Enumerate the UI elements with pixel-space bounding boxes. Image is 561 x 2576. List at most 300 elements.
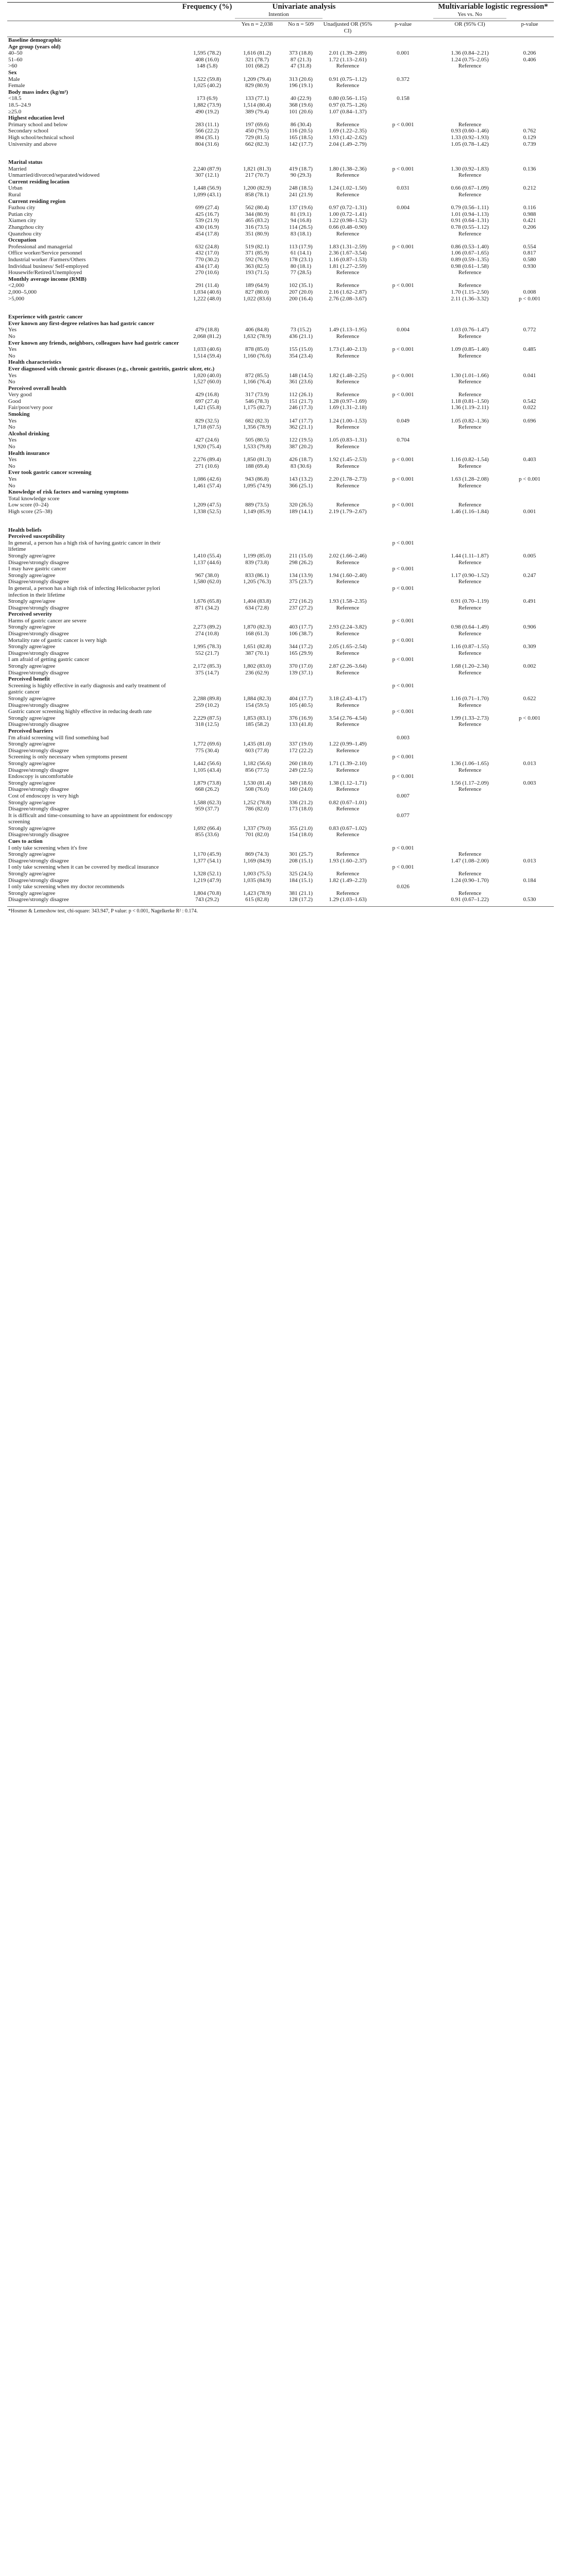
table-cell: 51–60 [8, 56, 23, 63]
table-cell: 2.16 (1.62–2.87) [329, 289, 367, 295]
table-cell: 2,068 (81.2) [193, 333, 222, 340]
table-cell: p < 0.001 [392, 502, 414, 509]
table-cell: 1.09 (0.85–1.40) [451, 346, 489, 353]
table-row [7, 663, 554, 670]
table-cell: Secondary school [8, 128, 48, 134]
table-cell: 101 (20.6) [289, 108, 313, 115]
variable-heading: Current residing region [8, 198, 66, 205]
table-cell: Reference [458, 379, 482, 385]
table-cell: 0.739 [523, 141, 536, 147]
table-cell: 634 (72.8) [245, 604, 269, 611]
table-cell: Reference [336, 890, 360, 896]
table-cell: 325 (24.5) [289, 871, 313, 877]
table-row [7, 353, 554, 360]
table-cell: 1.83 (1.31–2.59) [329, 243, 367, 250]
table-cell: 3.54 (2.76–4.54) [329, 715, 367, 721]
table-cell: 1,033 (40.6) [193, 346, 222, 353]
table-row [7, 509, 554, 515]
table-cell: 1,105 (43.4) [193, 767, 222, 773]
table-cell: 839 (73.8) [245, 559, 269, 566]
table-row [7, 128, 554, 134]
table-cell: 259 (10.2) [195, 702, 219, 708]
table-cell: 436 (21.1) [289, 333, 313, 340]
table-row [7, 192, 554, 198]
table-cell: 786 (82.0) [245, 806, 269, 812]
table-cell: 1,692 (66.4) [193, 825, 222, 832]
table-cell: 260 (18.0) [289, 760, 313, 767]
table-cell: In general, a person has a high risk of infecting Helicobacter pylori infection in their lifetime [8, 585, 161, 598]
table-cell: 804 (31.6) [195, 141, 219, 147]
table-row [7, 217, 554, 224]
table-cell: Disagree/strongly disagree [8, 896, 69, 903]
table-cell: 0.129 [523, 134, 536, 141]
table-row [7, 760, 554, 767]
table-cell: I only take screening when my doctor recommends [8, 884, 125, 890]
table-cell: 408 (16.0) [195, 56, 219, 63]
table-cell: p < 0.001 [392, 844, 414, 851]
table-cell: 200 (16.4) [289, 295, 313, 302]
table-cell: 189 (64.9) [245, 282, 269, 289]
table-row [7, 871, 554, 877]
subheader-intention: Intention [235, 11, 322, 19]
table-cell: p < 0.001 [392, 165, 414, 172]
table-cell: 354 (23.4) [289, 352, 313, 359]
table-cell: 454 (17.8) [195, 230, 219, 237]
table-row [7, 650, 554, 657]
table-cell: 0.79 (0.56–1.11) [451, 205, 489, 211]
table-row [7, 483, 554, 489]
table-cell: Reference [458, 559, 482, 566]
table-cell: 2.02 (1.66–2.46) [329, 552, 367, 559]
table-cell: Reference [336, 579, 360, 585]
table-cell: 2,276 (89.4) [193, 456, 222, 463]
table-cell: 1.92 (1.45–2.53) [329, 456, 367, 463]
table-cell: 1,170 (45.9) [193, 851, 222, 858]
table-row [7, 456, 554, 463]
table-cell: 317 (73.9) [245, 392, 269, 398]
table-cell: 208 (15.1) [289, 857, 313, 864]
table-cell: 373 (18.8) [289, 50, 313, 57]
table-cell: 426 (18.7) [289, 456, 313, 463]
table-row [7, 624, 554, 631]
header-multivariable: Multivariable logistic regression* [438, 3, 548, 11]
variable-heading: Ever took gastric cancer screening [8, 469, 92, 476]
table-cell: Reference [458, 392, 482, 398]
table-cell: 1.46 (1.16–1.84) [451, 508, 489, 515]
table-cell: 1,099 (43.1) [193, 192, 222, 198]
variable-heading: Ever known any first-degree relatives has had gastric cancer [8, 320, 155, 327]
table-cell: 248 (18.5) [289, 185, 313, 192]
variable-heading: Perceived barriers [8, 727, 53, 734]
table-cell: 363 (82.5) [245, 263, 269, 269]
table-cell: p < 0.001 [392, 864, 414, 871]
table-cell: 1.05 (0.78–1.42) [451, 141, 489, 147]
table-row [7, 858, 554, 865]
table-cell: 430 (16.9) [195, 224, 219, 231]
table-cell: Reference [458, 192, 482, 198]
table-cell: Disagree/strongly disagree [8, 786, 69, 793]
table-row [7, 437, 554, 444]
table-cell: 856 (77.5) [245, 767, 269, 773]
table-cell: 1.33 (0.92–1.93) [451, 134, 489, 141]
table-cell: 0.004 [397, 205, 410, 211]
table-footnote: *Hosmer & Lemeshow test, chi-square: 343.947, P value: p < 0.001, Nagelkerke R² : 0.174. [7, 906, 554, 914]
table-cell: 1,522 (59.8) [193, 76, 222, 82]
table-cell: 151 (21.7) [289, 398, 313, 404]
table-cell: 1.63 (1.28–2.08) [451, 476, 489, 482]
table-cell: Disagree/strongly disagree [8, 579, 69, 585]
table-cell: 0.98 (0.61–1.58) [451, 263, 489, 269]
table-cell: 116 (20.5) [289, 128, 313, 134]
table-cell: 1.28 (0.97–1.69) [329, 398, 367, 404]
table-cell: Putian city [8, 211, 33, 217]
table-row [7, 424, 554, 431]
table-cell: Disagree/strongly disagree [8, 650, 69, 656]
table-cell: 193 (71.5) [245, 269, 269, 276]
table-cell: 0.817 [523, 250, 536, 257]
table-cell: p < 0.001 [392, 121, 414, 128]
table-cell: In general, a person has a high risk of having gastric cancer in their lifetime [8, 539, 161, 553]
table-cell: 1,423 (78.9) [243, 890, 271, 896]
table-header [7, 2, 554, 11]
table-cell: Female [8, 82, 25, 89]
table-cell: Harms of gastric cancer are severe [8, 617, 87, 624]
table-cell: 1.36 (0.84–2.21) [451, 50, 489, 57]
table-cell: 154 (59.5) [245, 702, 269, 708]
table-cell: 662 (82.3) [245, 141, 269, 147]
table-subheader [7, 11, 554, 21]
table-cell: Disagree/strongly disagree [8, 877, 69, 884]
table-cell: 142 (17.7) [289, 141, 313, 147]
table-cell: 368 (19.6) [289, 101, 313, 108]
table-cell: 207 (20.0) [289, 289, 313, 295]
table-cell: 858 (78.1) [245, 192, 269, 198]
header-univariate: Univariate analysis [272, 3, 336, 11]
table-row [7, 250, 554, 257]
table-cell: 112 (26.1) [289, 392, 313, 398]
table-cell: 0.406 [523, 56, 536, 63]
section-spacer [7, 302, 554, 314]
table-cell: Strongly agree/agree [8, 598, 56, 605]
table-cell: Reference [458, 63, 482, 70]
table-cell: Fair/poor/very poor [8, 404, 53, 411]
table-cell: 0.97 (0.75–1.26) [329, 101, 367, 108]
table-cell: 1,514 (59.4) [193, 352, 222, 359]
table-cell: 855 (33.6) [195, 832, 219, 838]
table-cell: Endoscopy is uncomfortable [8, 773, 73, 780]
table-row [7, 57, 554, 63]
table-cell: 2,000–5,000 [8, 289, 37, 295]
table-cell: 0.077 [397, 812, 410, 819]
table-cell: Office worker/Service personnel [8, 250, 82, 257]
table-cell: Reference [458, 786, 482, 793]
table-cell: 2.19 (1.79–2.67) [329, 508, 367, 515]
table-cell: 697 (27.4) [195, 398, 219, 404]
variable-heading: Age group (years old) [8, 43, 61, 50]
variable-heading: Current residing location [8, 178, 70, 185]
table-cell: Yes [8, 456, 17, 463]
table-cell: Disagree/strongly disagree [8, 747, 69, 754]
table-cell: 1.72 (1.13–2.61) [329, 56, 367, 63]
table-cell: 1,020 (40.0) [193, 372, 222, 379]
table-cell: Reference [458, 871, 482, 877]
table-cell: 869 (74.3) [245, 851, 269, 858]
table-cell: 1.80 (1.38–2.36) [329, 165, 367, 172]
table-cell: Reference [336, 82, 360, 89]
table-cell: 122 (19.5) [289, 437, 313, 444]
table-cell: <2,000 [8, 282, 24, 289]
subheader-yesno: Yes vs. No [433, 11, 506, 19]
table-cell: I am afraid of getting gastric cancer [8, 656, 89, 663]
table-cell: 249 (22.5) [289, 767, 313, 773]
table-cell: 0.91 (0.64–1.31) [451, 217, 489, 224]
table-cell: Reference [336, 282, 360, 289]
table-cell: Cost of endoscopy is very high [8, 792, 79, 799]
table-cell: 185 (58.2) [245, 721, 269, 728]
table-cell: Reference [458, 121, 482, 128]
table-cell: Screening is highly effective in early diagnosis and early treatment of gastric cancer [8, 682, 166, 696]
table-cell: 0.66 (0.67–1.09) [451, 185, 489, 192]
table-cell: 0.403 [523, 456, 536, 463]
variable-heading: Cues to action [8, 838, 43, 845]
table-cell: Reference [458, 230, 482, 237]
table-cell: 427 (24.6) [195, 437, 219, 444]
table-cell: 419 (18.7) [289, 165, 313, 172]
table-row [7, 76, 554, 83]
table-cell: 0.003 [523, 779, 536, 786]
table-row [7, 50, 554, 57]
table-cell: Strongly agree/agree [8, 871, 56, 877]
table-cell: 0.002 [523, 663, 536, 670]
table-cell: Disagree/strongly disagree [8, 669, 69, 676]
table-cell: 1,804 (70.8) [193, 890, 222, 896]
table-cell: 1.93 (1.60–2.37) [329, 857, 367, 864]
table-cell: Reference [336, 702, 360, 708]
table-cell: 0.206 [523, 224, 536, 231]
table-cell: p < 0.001 [392, 682, 414, 689]
variable-heading: Smoking [8, 411, 30, 418]
table-cell: 1,870 (82.3) [243, 624, 271, 631]
table-row [7, 404, 554, 411]
table-cell: 86 (30.4) [290, 121, 312, 128]
table-row [7, 282, 554, 289]
table-cell: 1,533 (79.8) [243, 444, 271, 450]
table-cell: 2.76 (2.08–3.67) [329, 295, 367, 302]
table-cell: 1.68 (1.20–2.34) [451, 663, 489, 670]
table-row [7, 735, 554, 741]
table-cell: 1,802 (83.0) [243, 663, 271, 670]
subheader-no: No n = 509 [288, 21, 314, 27]
table-cell: 1,821 (81.3) [243, 165, 271, 172]
table-cell: Strongly agree/agree [8, 825, 56, 832]
table-row [7, 877, 554, 884]
table-row [7, 166, 554, 173]
table-cell: 562 (80.4) [245, 205, 269, 211]
table-cell: Reference [458, 702, 482, 708]
table-cell: 1,884 (82.3) [243, 696, 271, 702]
table-cell: 0.003 [397, 734, 410, 741]
table-row [7, 211, 554, 218]
table-row [7, 780, 554, 787]
table-cell: Reference [336, 192, 360, 198]
table-cell: 40–50 [8, 50, 23, 57]
table-cell: Yes [8, 417, 17, 424]
table-cell: p < 0.001 [392, 754, 414, 760]
table-cell: 139 (37.1) [289, 669, 313, 676]
table-cell: Disagree/strongly disagree [8, 721, 69, 728]
table-cell: Strongly agree/agree [8, 663, 56, 670]
table-cell: High score (25–38) [8, 508, 53, 515]
table-cell: 0.930 [523, 263, 536, 269]
table-cell: Individual business/ Self-employed [8, 263, 89, 269]
table-cell: No [8, 424, 15, 431]
table-cell: 566 (22.2) [195, 128, 219, 134]
table-cell: 1,328 (52.1) [193, 871, 222, 877]
table-row [7, 631, 554, 637]
table-cell: 165 (29.9) [289, 650, 313, 656]
table-cell: I may have gastric cancer [8, 566, 66, 572]
table-cell: 1.07 (0.84–1.37) [329, 108, 367, 115]
table-cell: 1.05 (0.83–1.31) [329, 437, 367, 444]
table-cell: Reference [336, 786, 360, 793]
table-cell: Reference [336, 650, 360, 656]
table-cell: 0.66 (0.48–0.90) [329, 224, 367, 231]
table-cell: 1,882 (73.9) [193, 101, 222, 108]
table-cell: p < 0.001 [392, 566, 414, 572]
table-row [7, 605, 554, 612]
subheader-yes: Yes n = 2,038 [241, 21, 273, 27]
table-cell: 1.93 (1.58–2.35) [329, 598, 367, 605]
table-cell: 196 (19.1) [289, 82, 313, 89]
table-cell: Married [8, 165, 27, 172]
table-cell: Mortality rate of gastric cancer is very high [8, 637, 107, 643]
table-cell: Disagree/strongly disagree [8, 604, 69, 611]
table-cell: 2,229 (87.5) [193, 715, 222, 721]
table-cell: 729 (81.5) [245, 134, 269, 141]
table-cell: 1.81 (1.27–2.59) [329, 263, 367, 269]
table-cell: p < 0.001 [519, 715, 540, 721]
table-cell: No [8, 379, 15, 385]
table-cell: 1.18 (0.81–1.50) [451, 398, 489, 404]
table-cell: Reference [336, 767, 360, 773]
table-row [7, 392, 554, 398]
table-cell: 320 (26.5) [289, 502, 313, 509]
table-cell: 404 (17.7) [289, 696, 313, 702]
table-cell: 1,182 (56.6) [243, 760, 271, 767]
table-cell: 2,240 (87.9) [193, 165, 222, 172]
table-cell: Urban [8, 185, 23, 192]
table-cell: 173 (6.9) [196, 95, 218, 102]
table-cell: 2.93 (2.24–3.82) [329, 624, 367, 631]
table-cell: 301 (25.7) [289, 851, 313, 858]
table-cell: Reference [336, 604, 360, 611]
table-row [7, 851, 554, 858]
table-cell: 1,435 (81.0) [243, 741, 271, 748]
table-row [7, 476, 554, 483]
table-cell: 0.906 [523, 624, 536, 631]
table-cell: 615 (82.8) [245, 896, 269, 903]
table-cell: Reference [336, 669, 360, 676]
variable-heading: Highest education level [8, 115, 64, 122]
table-cell: p < 0.001 [392, 476, 414, 482]
table-cell: p < 0.001 [392, 346, 414, 353]
table-row [7, 398, 554, 405]
table-cell: 1,166 (76.4) [243, 379, 271, 385]
table-cell: No [8, 333, 15, 340]
table-cell: 1,137 (44.6) [193, 559, 222, 566]
table-row [7, 618, 554, 624]
table-row [7, 102, 554, 109]
table-cell: 0.80 (0.56–1.15) [329, 95, 367, 102]
table-cell: 137 (19.6) [289, 205, 313, 211]
table-cell: 770 (30.2) [195, 257, 219, 263]
table-row [7, 643, 554, 650]
variable-heading: Monthly average income (RMB) [8, 276, 87, 282]
table-cell: No [8, 482, 15, 489]
table-cell: 0.031 [397, 185, 410, 192]
table-cell: Reference [458, 890, 482, 896]
table-cell: <18.5 [8, 95, 22, 102]
table-cell: 0.206 [523, 50, 536, 57]
table-row [7, 553, 554, 560]
table-cell: 1.30 (1.01–1.66) [451, 372, 489, 379]
table-cell: 775 (30.4) [195, 747, 219, 754]
table-cell: 0.005 [523, 552, 536, 559]
table-cell: 0.91 (0.67–1.22) [451, 896, 489, 903]
table-cell: No [8, 444, 15, 450]
table-cell: 0.97 (0.72–1.31) [329, 205, 367, 211]
table-cell: 375 (23.7) [289, 579, 313, 585]
table-cell: p < 0.001 [392, 282, 414, 289]
table-cell: 133 (41.8) [289, 721, 313, 728]
table-cell: Reference [458, 172, 482, 179]
table-cell: 0.89 (0.59–1.35) [451, 257, 489, 263]
table-cell: 0.022 [523, 404, 536, 411]
table-cell: 1.47 (1.08–2.00) [451, 857, 489, 864]
table-cell: Reference [458, 269, 482, 276]
table-cell: 1.99 (1.33–2.73) [451, 715, 489, 721]
table-cell: p < 0.001 [392, 708, 414, 715]
table-cell: 0.530 [523, 896, 536, 903]
table-cell: 217 (70.7) [245, 172, 269, 179]
table-cell: 1,879 (73.8) [193, 779, 222, 786]
table-row [7, 333, 554, 340]
table-cell: 184 (15.1) [289, 877, 313, 884]
table-cell: 1.69 (1.22–2.35) [329, 128, 367, 134]
table-cell: Yes [8, 437, 17, 444]
table-cell: I'm afraid screening will find something bad [8, 734, 109, 741]
table-cell: 114 (26.5) [289, 224, 313, 231]
table-cell: Disagree/strongly disagree [8, 631, 69, 637]
table-cell: 1,252 (78.8) [243, 799, 271, 806]
table-row [7, 289, 554, 296]
table-cell: 2.01 (1.39–2.89) [329, 50, 367, 57]
table-cell: 83 (18.1) [290, 230, 312, 237]
table-cell: 878 (85.0) [245, 346, 269, 353]
table-cell: 1,588 (62.3) [193, 799, 222, 806]
table-cell: 1.16 (0.87–1.55) [451, 643, 489, 650]
table-cell: 128 (17.2) [289, 896, 313, 903]
table-cell: 366 (25.1) [289, 482, 313, 489]
table-cell: 889 (73.5) [245, 502, 269, 509]
table-cell: 429 (16.8) [195, 392, 219, 398]
table-cell: 1,209 (47.5) [193, 502, 222, 509]
table-cell: 0.91 (0.75–1.12) [329, 76, 367, 82]
table-cell: 148 (14.5) [289, 372, 313, 379]
table-row [7, 702, 554, 709]
table-cell: 173 (18.0) [289, 806, 313, 812]
table-cell: 1,595 (78.2) [193, 50, 222, 57]
